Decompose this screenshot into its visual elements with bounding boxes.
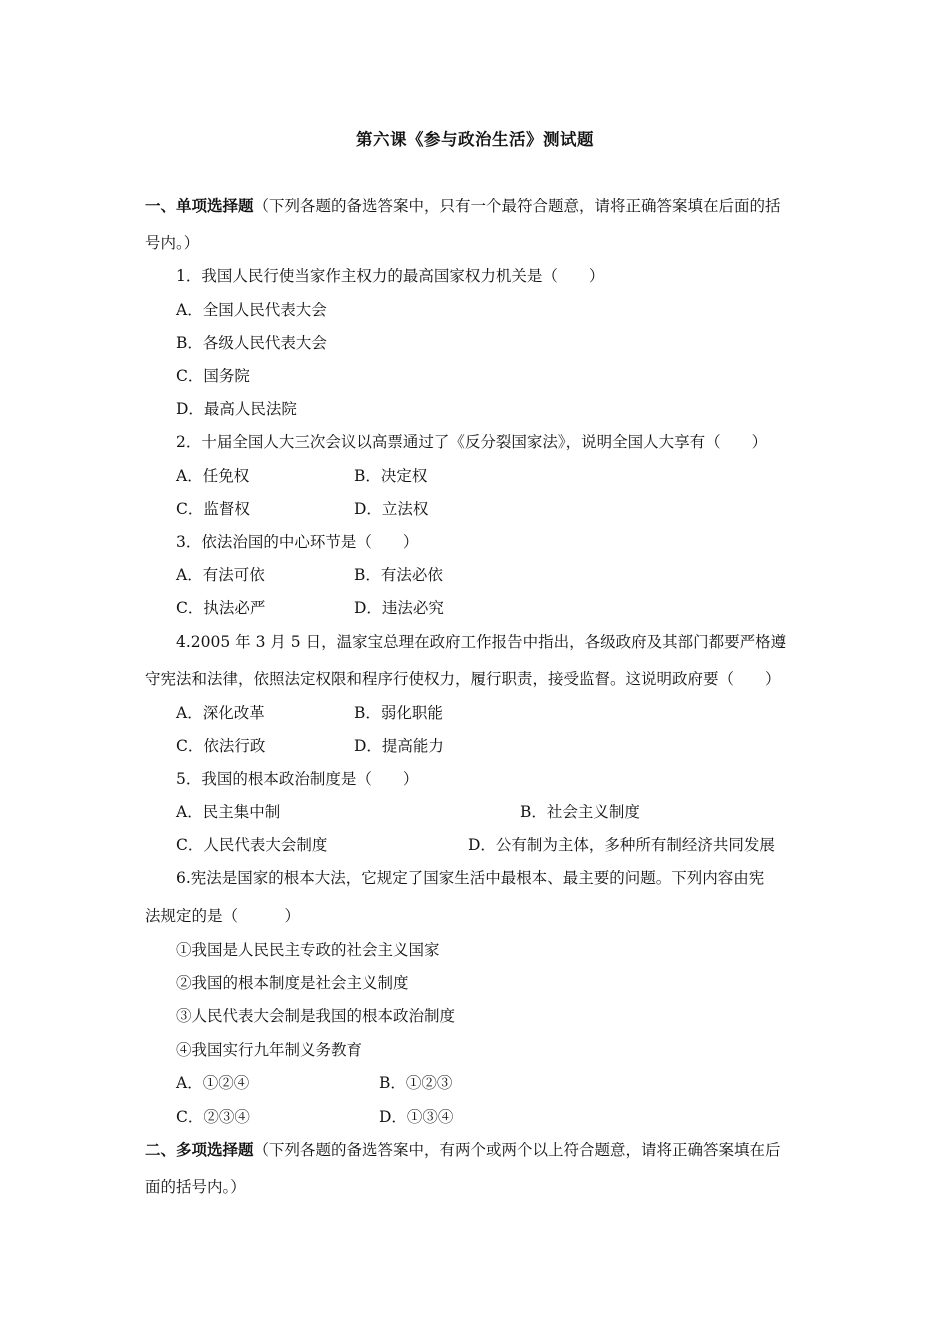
q3-stem: 3．依法治国的中心环节是（ ） (176, 533, 419, 551)
section2-heading: 二、多项选择题 (145, 1141, 254, 1159)
q6-option-b: B．①②③ (379, 1074, 453, 1092)
q5-option-a: A．民主集中制 (176, 803, 281, 821)
q1-option-d: D．最高人民法院 (176, 400, 297, 418)
q1-stem: 1．我国人民行使当家作主权力的最高国家权力机关是（ ） (176, 267, 605, 285)
q1-option-a: A．全国人民代表大会 (176, 301, 327, 319)
q3-option-a: A．有法可依 (176, 566, 265, 584)
q6-statement-2: ②我国的根本制度是社会主义制度 (176, 974, 409, 992)
q6-statement-3: ③人民代表大会制是我国的根本政治制度 (176, 1007, 456, 1025)
page-title: 第六课《参与政治生活》测试题 (356, 130, 594, 149)
q2-option-c: C．监督权 (176, 500, 250, 518)
section2-instruction-cont: 面的括号内。） (145, 1178, 246, 1196)
q1-option-b: B．各级人民代表大会 (176, 334, 327, 352)
q4-stem-cont: 守宪法和法律，依照法定权限和程序行使权力，履行职责，接受监督。这说明政府要（ ） (145, 670, 781, 688)
q2-stem: 2．十届全国人大三次会议以高票通过了《反分裂国家法》，说明全国人大享有（ ） (176, 433, 768, 451)
q3-option-d: D．违法必究 (354, 599, 444, 617)
q4-option-a: A．深化改革 (176, 704, 265, 722)
q6-option-c: C．②③④ (176, 1108, 250, 1126)
q5-stem: 5．我国的根本政治制度是（ ） (176, 770, 419, 788)
q2-option-a: A．任免权 (176, 467, 250, 485)
q3-option-b: B．有法必依 (354, 566, 443, 584)
q6-option-d: D．①③④ (379, 1108, 454, 1126)
q4-option-d: D．提高能力 (354, 737, 444, 755)
section2-header (145, 1140, 781, 1160)
q5-option-c: C．人民代表大会制度 (176, 836, 328, 854)
q2-option-d: D．立法权 (354, 500, 429, 518)
q4-option-b: B．弱化职能 (354, 704, 443, 722)
q3-option-c: C．执法必严 (176, 599, 266, 617)
q6-stem: 6.宪法是国家的根本大法，它规定了国家生活中最根本、最主要的问题。下列内容由宪 (176, 869, 765, 887)
q6-statement-4: ④我国实行九年制义务教育 (176, 1041, 363, 1059)
q1-option-c: C．国务院 (176, 367, 250, 385)
q2-option-b: B．决定权 (354, 467, 428, 485)
section1-instruction: （下列各题的备选答案中，只有一个最符合题意，请将正确答案填在后面的括 (253, 197, 781, 215)
section1-header (145, 196, 781, 216)
q5-option-b: B．社会主义制度 (520, 803, 640, 821)
q6-statement-1: ①我国是人民民主专政的社会主义国家 (176, 941, 440, 959)
section2-instruction: （下列各题的备选答案中，有两个或两个以上符合题意，请将正确答案填在后 (253, 1141, 781, 1159)
q4-option-c: C．依法行政 (176, 737, 266, 755)
section1-heading: 一、单项选择题 (145, 197, 254, 215)
q6-stem-cont: 法规定的是（ ） (145, 907, 301, 925)
q5-option-d: D．公有制为主体，多种所有制经济共同发展 (468, 836, 775, 854)
q6-option-a: A．①②④ (176, 1074, 250, 1092)
section1-instruction-cont: 号内。） (145, 234, 200, 252)
q4-stem: 4.2005 年 3 月 5 日，温家宝总理在政府工作报告中指出，各级政府及其部门都要严格遵 (176, 633, 787, 651)
